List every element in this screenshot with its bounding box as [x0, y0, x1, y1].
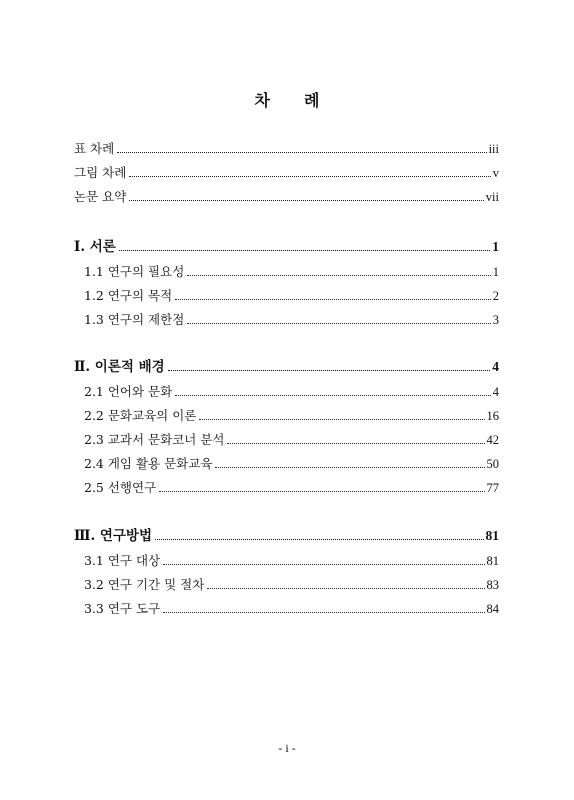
toc-section-page: 81: [486, 554, 499, 568]
toc-section-page: 1: [492, 265, 499, 279]
dot-leader: [187, 322, 490, 324]
toc-chapter-label: Ⅲ. 연구방법: [74, 528, 153, 544]
toc-section-label: 1.2 연구의 목적: [84, 288, 173, 303]
toc-entry-label: 논문 요약: [74, 189, 127, 204]
toc-section-label: 2.2 문화교육의 이론: [84, 408, 197, 423]
toc-section-2-2[interactable]: [84, 407, 499, 425]
toc-section-2-3[interactable]: [84, 431, 499, 449]
dot-leader: [163, 563, 484, 565]
dot-leader: [175, 394, 491, 396]
toc-section-page: 77: [486, 481, 499, 495]
toc-entry-front-1[interactable]: [74, 140, 499, 158]
toc-section-label: 2.3 교과서 문화코너 분석: [84, 432, 225, 447]
toc-chapter-label: Ⅰ. 서론: [74, 239, 116, 255]
dot-leader: [175, 298, 491, 300]
toc-section-label: 3.1 연구 대상: [84, 553, 161, 568]
dot-leader: [163, 611, 484, 613]
toc-chapter-2[interactable]: [74, 358, 499, 376]
page-title-char-2: 례: [304, 91, 320, 110]
toc-section-label: 2.5 선행연구: [84, 480, 157, 495]
dot-leader: [168, 369, 491, 371]
toc-chapter-page: 81: [485, 528, 499, 543]
toc-entry-front-3[interactable]: [74, 188, 499, 206]
page-title-char-1: 차: [254, 91, 270, 110]
toc-section-1-1[interactable]: [84, 263, 499, 281]
toc-chapter-label: Ⅱ. 이론적 배경: [74, 359, 165, 375]
toc-section-3-1[interactable]: [84, 552, 499, 570]
toc-section-page: 2: [492, 289, 499, 303]
toc-entry-front-2[interactable]: [74, 164, 499, 182]
page-footer-number: - i -: [278, 741, 296, 755]
dot-leader: [187, 274, 490, 276]
toc-section-label: 2.4 게임 활용 문화교육: [84, 456, 213, 471]
dot-leader: [159, 490, 484, 492]
toc-chapter-3[interactable]: [74, 527, 499, 545]
toc-entry-page: v: [492, 166, 499, 180]
toc-section-label: 2.1 언어와 문화: [84, 384, 173, 399]
toc-entry-page: iii: [488, 142, 499, 156]
dot-leader: [227, 442, 484, 444]
toc-section-3-3[interactable]: [84, 600, 499, 618]
toc-section-2-4[interactable]: [84, 455, 499, 473]
toc-section-2-1[interactable]: [84, 383, 499, 401]
dot-leader: [155, 538, 483, 540]
toc-section-1-2[interactable]: [84, 287, 499, 305]
toc-chapter-page: 1: [492, 239, 499, 254]
dot-leader: [117, 151, 486, 153]
dot-leader: [129, 175, 490, 177]
toc-section-page: 16: [486, 409, 499, 423]
toc-section-label: 3.3 연구 도구: [84, 601, 161, 616]
toc-entry-label: 그림 차례: [74, 165, 127, 180]
dot-leader: [207, 587, 484, 589]
dot-leader: [215, 466, 484, 468]
dot-leader: [129, 199, 484, 201]
toc-chapter-page: 4: [492, 359, 499, 374]
dot-leader: [199, 418, 484, 420]
dot-leader: [119, 249, 490, 251]
toc-section-page: 83: [486, 578, 499, 592]
toc-section-3-2[interactable]: [84, 576, 499, 594]
toc-section-2-5[interactable]: [84, 479, 499, 497]
toc-section-page: 3: [492, 313, 499, 327]
toc-section-page: 84: [486, 602, 499, 616]
toc-section-label: 1.1 연구의 필요성: [84, 264, 185, 279]
page-title: [0, 88, 574, 111]
toc-chapter-1[interactable]: [74, 238, 499, 256]
toc-entry-page: vii: [485, 190, 499, 204]
toc-section-1-3[interactable]: [84, 311, 499, 329]
toc-section-page: 42: [486, 433, 499, 447]
toc-section-label: 3.2 연구 기간 및 절차: [84, 577, 205, 592]
toc-section-label: 1.3 연구의 제한점: [84, 312, 185, 327]
toc-section-page: 50: [486, 457, 499, 471]
toc-entry-label: 표 차례: [74, 141, 115, 156]
toc-section-page: 4: [492, 385, 499, 399]
